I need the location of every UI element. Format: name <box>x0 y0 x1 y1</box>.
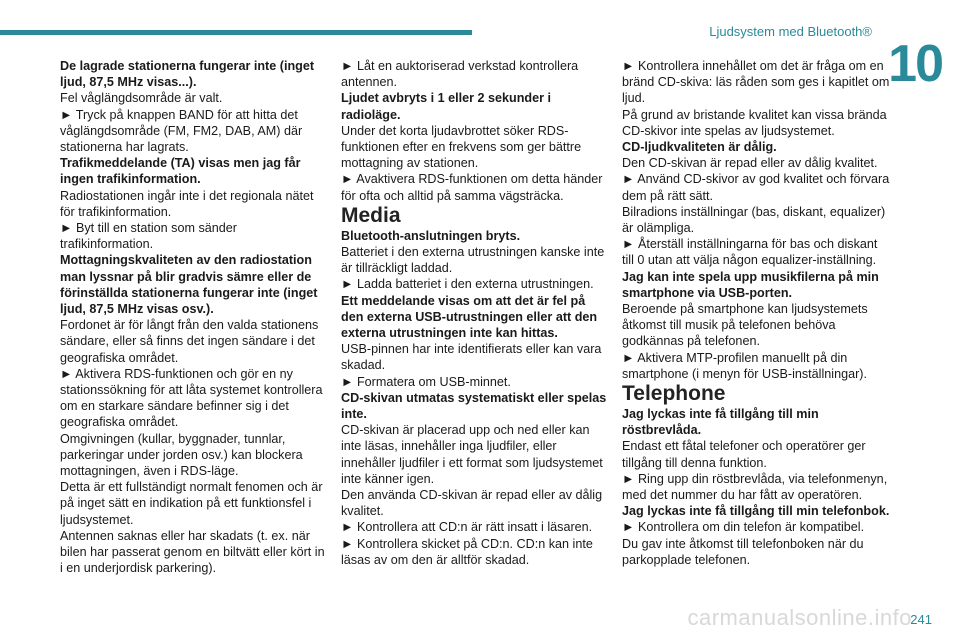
body-paragraph: ► Byt till en station som sänder trafikinformation. <box>60 221 237 252</box>
body-paragraph: ► Formatera om USB-minnet. <box>341 374 511 389</box>
body-paragraph: CD-skivan är placerad upp och ned eller kan inte läsas, innehåller inga ljudfiler, eller innehåller ljudfiler i ett format som ljudsystemet inte känner igen. <box>341 423 603 486</box>
body-paragraph: Radiostationen ingår inte i det regionala nätet för trafikinformation. <box>60 188 314 219</box>
question-heading: Ett meddelande visas om att det är fel på den externa USB-utrustningen eller att den externa utrustningen inte kan hittas. <box>341 293 598 341</box>
body-paragraph: Detta är ett fullständigt normalt fenomen och är på inget sätt en indikation på ett funktionsfel i ljudsystemet. <box>60 480 323 527</box>
body-paragraph: ► Ladda batteriet i den externa utrustningen. <box>341 277 594 292</box>
section-heading: Telephone <box>622 382 726 406</box>
question-heading: De lagrade stationerna fungerar inte (inget ljud, 87,5 MHz visas...). <box>60 59 315 90</box>
body-paragraph: Antennen saknas eller har skadats (t. ex. när bilen har passerat genom en biltvätt eller kört in i en underjordisk parkering). <box>60 528 325 576</box>
body-paragraph: ► Kontrollera innehållet om det är fråga om en bränd CD-skiva: läs råden som ges i kapitlet om ljud. <box>622 59 890 106</box>
page-number: 241 <box>910 612 932 627</box>
page-header-title: Ljudsystem med Bluetooth® <box>709 24 872 39</box>
text-column-3 <box>622 58 892 568</box>
header-accent-bar <box>0 30 472 35</box>
question-heading: Ljudet avbryts i 1 eller 2 sekunder i radioläge. <box>341 91 551 122</box>
body-paragraph: Under det korta ljudavbrottet söker RDS-funktionen efter en frekvens som ger bättre mottagning av stationen. <box>341 123 582 171</box>
body-paragraph: Fel våglängdsområde är valt. <box>60 91 223 106</box>
body-paragraph: ► Tryck på knappen BAND för att hitta det våglängdsområde (FM, FM2, DAB, AM) där stationerna har lagrats. <box>60 107 303 155</box>
question-heading: Jag lyckas inte få tillgång till min röstbrevlåda. <box>622 407 819 438</box>
body-paragraph: Batteriet i den externa utrustningen kanske inte är tillräckligt laddad. <box>341 245 605 276</box>
body-paragraph: Du gav inte åtkomst till telefonboken när du parkopplade telefonen. <box>622 536 864 567</box>
body-paragraph: ► Låt en auktoriserad verkstad kontrollera antennen. <box>341 59 579 90</box>
text-column-2 <box>341 58 609 568</box>
chapter-number: 10 <box>888 35 942 93</box>
question-heading: Trafikmeddelande (TA) visas men jag får ingen trafikinformation. <box>60 156 301 187</box>
body-paragraph: Den använda CD-skivan är repad eller av dålig kvalitet. <box>341 488 603 519</box>
watermark: carmanualsonline.info <box>687 605 912 630</box>
body-paragraph: ► Kontrollera att CD:n är rätt insatt i läsaren. <box>341 520 593 535</box>
body-paragraph: ► Använd CD-skivor av god kvalitet och förvara dem på rätt sätt. <box>622 172 890 203</box>
body-paragraph: På grund av bristande kvalitet kan vissa brända CD-skivor inte spelas av ljudsystemet. <box>622 107 887 138</box>
body-paragraph: ► Kontrollera skicket på CD:n. CD:n kan inte läsas av om den är alltför skadad. <box>341 536 593 567</box>
body-paragraph: Endast ett fåtal telefoner och operatörer ger tillgång till denna funktion. <box>622 439 866 470</box>
body-paragraph: ► Kontrollera om din telefon är kompatibel. <box>622 520 865 535</box>
body-paragraph: ► Ring upp din röstbrevlåda, via telefonmenyn, med det nummer du har fått av operatören. <box>622 471 888 503</box>
question-heading: Jag kan inte spela upp musikfilerna på min smartphone via USB-porten. <box>622 269 879 300</box>
body-paragraph: Omgivningen (kullar, byggnader, tunnlar, parkeringar under jorden osv.) kan blockera mottagningen, även i RDS-läge. <box>60 431 303 479</box>
text-column-1 <box>60 58 328 577</box>
body-paragraph: ► Återställ inställningarna för bas och diskant till 0 utan att välja någon equalizer-inställning. <box>622 237 878 268</box>
body-paragraph: Beroende på smartphone kan ljudsystemets åtkomst till musik på telefonen behöva godkännas på telefonen. <box>622 302 868 349</box>
body-paragraph: ► Aktivera RDS-funktionen och gör en ny stationssökning för att låta systemet kontrollera om en starkare sändare befinner sig i det geografiska området. <box>60 366 323 430</box>
question-heading: Jag lyckas inte få tillgång till min telefonbok. <box>622 504 890 519</box>
question-heading: Bluetooth-anslutningen bryts. <box>341 228 521 243</box>
body-paragraph: Bilradions inställningar (bas, diskant, equalizer) är olämpliga. <box>622 204 886 236</box>
body-paragraph: USB-pinnen har inte identifierats eller kan vara skadad. <box>341 342 602 373</box>
body-paragraph: ► Aktivera MTP-profilen manuellt på din smartphone (i menyn för USB-inställningar). <box>622 350 867 381</box>
section-heading: Media <box>341 203 401 227</box>
question-heading: Mottagningskvaliteten av den radiostation man lyssnar på blir gradvis sämre eller de förinställda stationerna fungerar inte (inget ljud, 87,5 MHz visas osv.). <box>60 253 318 317</box>
question-heading: CD-skivan utmatas systematiskt eller spelas inte. <box>341 390 607 422</box>
question-heading: CD-ljudkvaliteten är dålig. <box>622 140 777 155</box>
body-paragraph: ► Avaktivera RDS-funktionen om detta händer för ofta och alltid på samma vägsträcka. <box>341 172 603 203</box>
body-paragraph: Den CD-skivan är repad eller av dålig kvalitet. <box>622 156 878 171</box>
body-paragraph: Fordonet är för långt från den valda stationens sändare, eller så finns det ingen sändare i det geografiska området. <box>60 318 319 365</box>
